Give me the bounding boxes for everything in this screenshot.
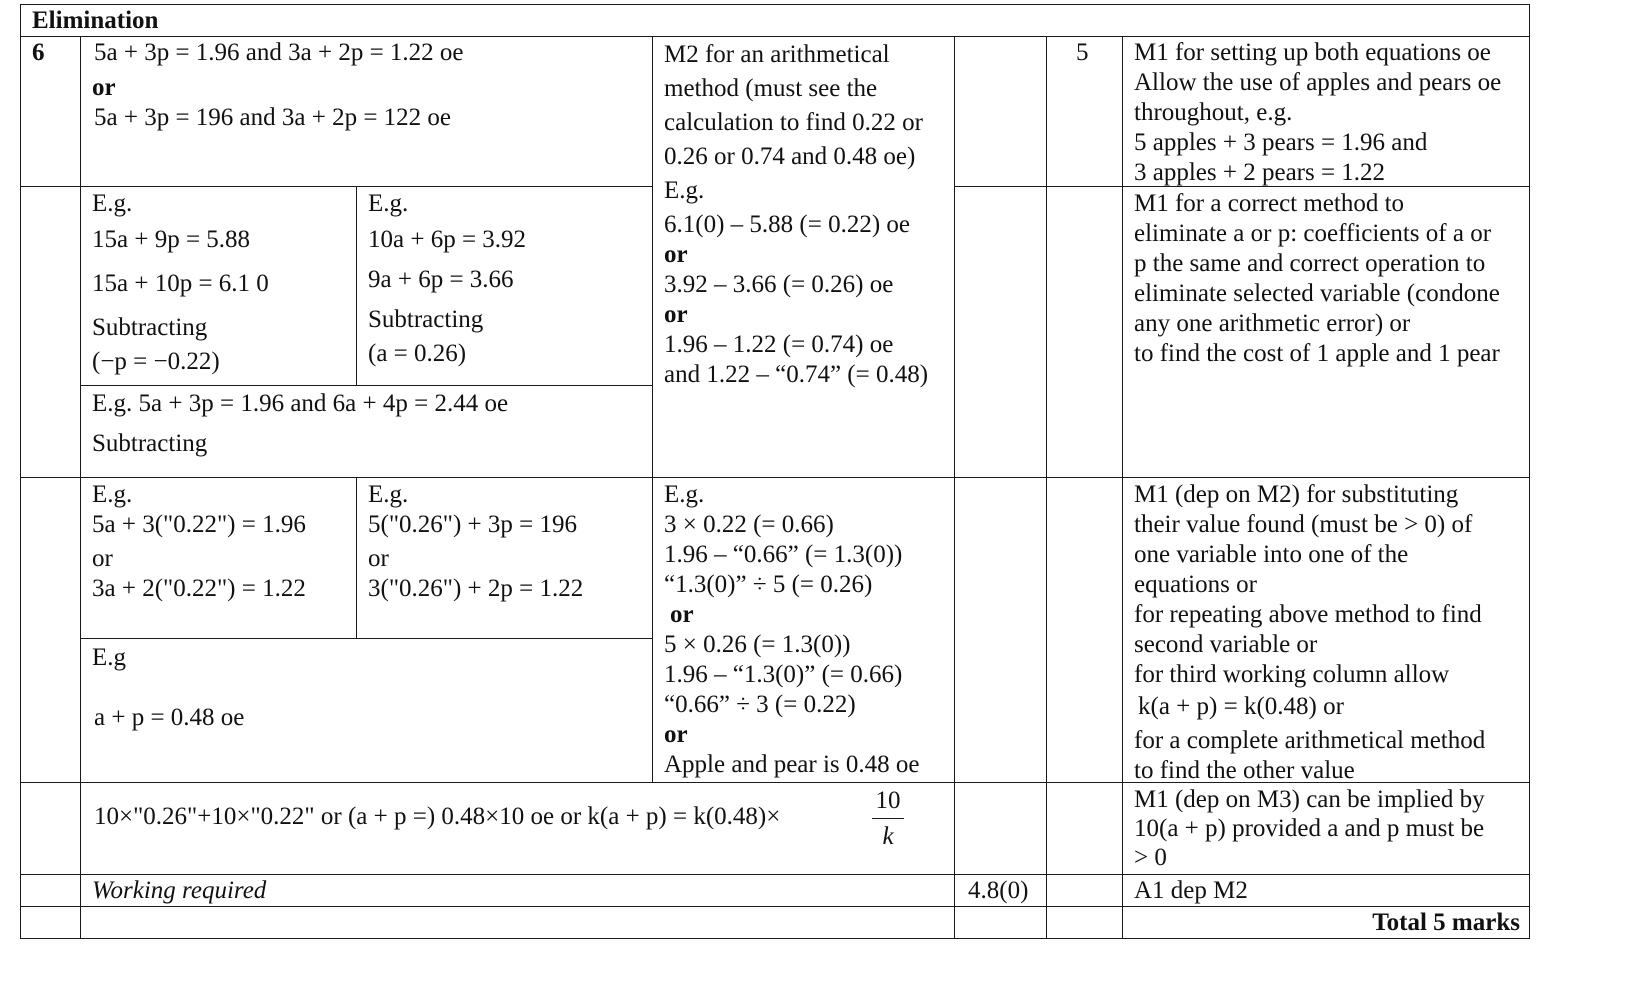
grid-top <box>20 4 1530 5</box>
total-marks: Total 5 marks <box>1372 909 1520 936</box>
arith-line: 0.26 or 0.74 and 0.48 oe) <box>664 143 916 170</box>
or-label: or <box>368 545 389 572</box>
grid-bottom <box>20 938 1530 939</box>
grid-col-notes <box>1122 36 1123 939</box>
note-line: M1 for setting up both equations oe <box>1134 39 1491 66</box>
note-line: their value found (must be > 0) of <box>1134 511 1473 538</box>
equation: 9a + 6p = 3.66 <box>368 266 514 293</box>
grid-row2-bottom <box>20 477 1530 478</box>
arith-line: calculation to find 0.22 or <box>664 109 923 136</box>
arith-line: method (must see the <box>664 75 878 102</box>
note-line: for a complete arithmetical method <box>1134 727 1486 754</box>
section-title: Elimination <box>32 7 159 34</box>
eg-label: E.g. <box>92 481 133 508</box>
fraction-denominator: k <box>882 823 894 850</box>
or-label: or <box>92 545 113 572</box>
grid-col-answer <box>954 36 955 939</box>
equation: 3a + 2("0.22") = 1.22 <box>92 575 306 602</box>
note-line: eliminate selected variable (condone <box>1134 280 1500 307</box>
grid-right <box>1529 4 1530 939</box>
note-line: > 0 <box>1134 844 1167 871</box>
fraction-numerator: 10 <box>875 787 901 814</box>
arith-or: or <box>664 301 688 328</box>
row2-col1 <box>92 189 269 377</box>
arith-line: E.g. <box>664 481 705 508</box>
grid-left <box>20 4 21 939</box>
notes-row1 <box>1134 38 1501 188</box>
grid-row1-bottom-a <box>20 186 652 187</box>
question-mark: 5 <box>1076 39 1089 66</box>
note-line: second variable or <box>1134 631 1318 658</box>
row3-col1 <box>92 480 306 604</box>
arith-line: 1.96 – “0.66” (= 1.3(0)) <box>664 541 903 568</box>
answer-value: 4.8(0) <box>968 877 1029 904</box>
row3-col3-label: E.g <box>92 644 127 671</box>
arith-line: 5 × 0.26 (= 1.3(0)) <box>664 631 851 658</box>
note-line: any one arithmetic error) or <box>1134 310 1411 337</box>
arith-line: 3.92 – 3.66 (= 0.26) oe <box>664 271 894 298</box>
equation: 3("0.26") + 2p = 1.22 <box>368 575 584 602</box>
subtracting-label: Subtracting <box>92 314 208 341</box>
equation: 15a + 9p = 5.88 <box>92 226 251 253</box>
notes-row4 <box>1134 785 1485 872</box>
note-line: for repeating above method to find <box>1134 601 1482 628</box>
equation: 5("0.26") + 3p = 196 <box>368 511 578 538</box>
note-line: equations or <box>1134 571 1257 598</box>
note-line: p the same and correct operation to <box>1134 250 1486 277</box>
grid-col-sub <box>356 186 357 385</box>
arith-line: M2 for an arithmetical <box>664 41 890 68</box>
equations-line-2: 5a + 3p = 196 and 3a + 2p = 122 oe <box>94 104 452 131</box>
grid-row2-mid <box>80 385 652 386</box>
note-line: Allow the use of apples and pears oe <box>1134 69 1502 96</box>
arith-line: E.g. <box>664 177 705 204</box>
arith-or: or <box>664 721 688 748</box>
row4-expression: 10×"0.26"+10×"0.22" or (a + p =) 0.48×10 oe or k(a + p) = k(0.48)× <box>94 803 781 830</box>
grid-col-num <box>80 36 81 939</box>
row2-col3-subtracting: Subtracting <box>92 430 208 457</box>
row2-col2 <box>368 189 526 369</box>
note-line: to find the other value <box>1134 757 1355 784</box>
row3-col2 <box>368 480 583 604</box>
equation: 10a + 6p = 3.92 <box>368 226 527 253</box>
arith-line: and 1.22 – “0.74” (= 0.48) <box>664 361 929 388</box>
or-label: or <box>92 74 116 101</box>
working-required: Working required <box>92 877 267 904</box>
arith-line: “0.66” ÷ 3 (= 0.22) <box>664 691 856 718</box>
arith-line: 1.96 – 1.22 (= 0.74) oe <box>664 331 894 358</box>
question-number: 6 <box>32 39 45 66</box>
note-line: 3 apples + 2 pears = 1.22 <box>1134 159 1386 186</box>
equations-line-1: 5a + 3p = 1.96 and 3a + 2p = 1.22 oe <box>94 39 464 66</box>
arith-or: or <box>664 241 688 268</box>
arith-line: Apple and pear is 0.48 oe <box>664 751 920 778</box>
arith-line: 3 × 0.22 (= 0.66) <box>664 511 834 538</box>
result: (−p = −0.22) <box>92 348 220 375</box>
note-line: one variable into one of the <box>1134 541 1409 568</box>
arith-or: or <box>670 601 694 628</box>
eg-label: E.g. <box>368 481 409 508</box>
grid-col-working <box>652 36 653 782</box>
eg-label: E.g. <box>368 190 409 217</box>
arith-line: 1.96 – “1.3(0)” (= 0.66) <box>664 661 903 688</box>
grid-row5-bottom <box>20 906 1530 907</box>
note-line: to find the cost of 1 apple and 1 pear <box>1134 340 1500 367</box>
grid-col-mark <box>1046 36 1047 939</box>
row3-col3-equation: a + p = 0.48 oe <box>94 704 245 731</box>
result: (a = 0.26) <box>368 340 467 367</box>
note-line: M1 (dep on M2) for substituting <box>1134 481 1459 508</box>
row3-arith <box>664 480 919 780</box>
note-line: M1 for a correct method to <box>1134 190 1405 217</box>
fraction-bar <box>872 818 904 819</box>
note-line: eliminate a or p: coefficients of a or <box>1134 220 1492 247</box>
arith-method-text <box>664 38 923 174</box>
note-line: for third working column allow <box>1134 661 1450 688</box>
note-line: 5 apples + 3 pears = 1.96 and <box>1134 129 1428 156</box>
equation: 5a + 3("0.22") = 1.96 <box>92 511 306 538</box>
grid-col-sub2 <box>356 477 357 638</box>
notes-row3 <box>1134 480 1485 786</box>
notes-row2 <box>1134 189 1500 369</box>
arith-method-example <box>664 176 928 390</box>
note-line: 10(a + p) provided a and p must be <box>1134 815 1485 842</box>
a1-note: A1 dep M2 <box>1134 877 1248 904</box>
arith-line: “1.3(0)” ÷ 5 (= 0.26) <box>664 571 873 598</box>
subtracting-label: Subtracting <box>368 306 484 333</box>
equation: 15a + 10p = 6.1 0 <box>92 270 269 297</box>
grid-row3-mid <box>80 638 652 639</box>
note-line: M1 (dep on M3) can be implied by <box>1134 786 1485 813</box>
eg-label: E.g. <box>92 190 133 217</box>
row2-col3-equation: E.g. 5a + 3p = 1.96 and 6a + 4p = 2.44 oe <box>92 390 509 417</box>
note-line: k(a + p) = k(0.48) or <box>1138 693 1344 720</box>
note-line: throughout, e.g. <box>1134 99 1293 126</box>
arith-line: 6.1(0) – 5.88 (= 0.22) oe <box>664 211 910 238</box>
